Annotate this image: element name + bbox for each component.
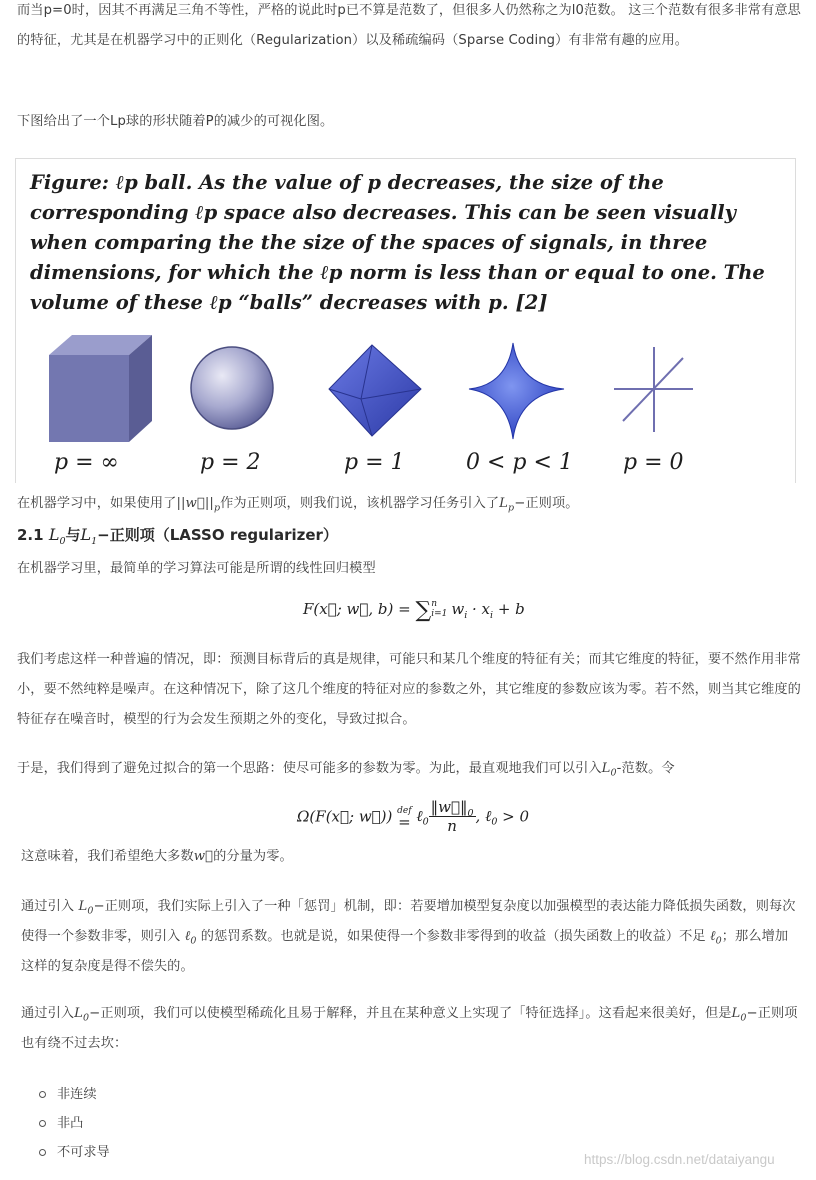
shape-label: p = ∞ [54,450,119,475]
l0-penalty-formula: Ω(F(x⃗; w⃗)) def = ℓ$_0$ $\frac{‖w⃗‖_0}{n}$ , ℓ$_0$ > 0 [297,798,530,835]
intro-paragraph: 而当p=0时，因其不再满足三角不等性，严格的说此时p已不算是范数了，但很多人仍然称之为l0范数。 这三个范数有很多非常有意思的特征，尤其是在机器学习中的正则化（Regularization）以及稀疏编码（Sparse Coding）有非常有趣的应用。 [17,3,801,48]
linear-model-formula: F(x⃗; w⃗, b) = ∑ n i=1 $w_i \cdot x_i + b$ [303,598,525,623]
lp-ball-illustration [16,159,797,484]
first-idea-paragraph: 于是，我们得到了避免过拟合的第一个思路：使尽可能多的参数为零。为此，最直观地我们可以引入$L_0-$范数。令 [17,761,675,779]
sparse-paragraph: 通过引入$L_0-$正则项，我们可以使模型稀疏化且易于解释，并且在某种意义上实现了「特征选择」。这看起来很美好，但是$L_0-$正则项也有绕不过去坎： [21,1006,798,1051]
shape-label: p = 2 [200,450,261,475]
watermark: https://blog.csdn.net/dataiyangu [584,1152,775,1167]
ml-regularizer-paragraph: 在机器学习中，如果使用了$||w⃗||_p$作为正则项，则我们说，该机器学习任务引入了$L_p-$正则项。 [17,496,579,514]
general-case-paragraph: 我们考虑这样一种普遍的情况，即：预测目标背后的真是规律，可能只和某几个维度的特征有关；而其它维度的特征，要不然作用非常小，要不然纯粹是噪声。在这种情况下，除了这几个维度的特征对应的参数之外，其它维度的参数应该为零。若不然，则当其它维度的特征存在噪音时，模型的行为会发生预期之外的变化，导致过拟合。 [17,652,801,727]
penalty-paragraph: 通过引入 $L_0-$正则项，我们实际上引入了一种「惩罚」机制，即：若要增加模型复杂度以加强模型的表达能力降低损失函数，则每次使得一个参数非零，则引入 ℓ$_0$ 的惩罚系数。也就是说，如果使得一个参数非零得到的收益（损失函数上的收益）不足 ℓ$_0$；那么增加这样的复杂度是得不偿失的。 [21,899,796,974]
list-item: 不可求导 [39,1138,110,1167]
norm-symbol: $||w⃗||_p$ [176,496,221,514]
shape-label: p = 1 [344,450,405,475]
figure-caption: Figure: ℓp ball. As the value of p decreases, the size of the corresponding ℓp space also decreases. This can be seen visually when comparing the the size of the spaces of signals, in three dimensions, for which the ℓp norm is less than or equal to one. The volume of these ℓp “balls” decreases with p. [2] [30,171,765,314]
means-paragraph: 这意味着，我们希望绝大多数w⃗的分量为零。 [21,849,293,864]
astroid-shape [469,343,564,439]
octahedron-shape [329,345,421,436]
cube-shape [49,335,152,442]
figure-intro-paragraph: 下图给出了一个Lp球的形状随着P的减少的可视化图。 [17,114,334,129]
shape-label: 0 < p < 1 [466,450,573,475]
list-item: 非连续 [39,1080,110,1109]
sphere-shape [191,347,273,429]
section-heading: 2.1 $L_0$与$L_1-$正则项（LASSO regularizer） [17,525,338,548]
lp-ball-figure [15,158,796,483]
shape-label: p = 0 [623,450,684,475]
axes-shape [614,347,693,432]
list-item: 非凸 [39,1109,110,1138]
linear-model-paragraph: 在机器学习里，最简单的学习算法可能是所谓的线性回归模型 [17,561,376,576]
drawbacks-list [39,1080,110,1167]
